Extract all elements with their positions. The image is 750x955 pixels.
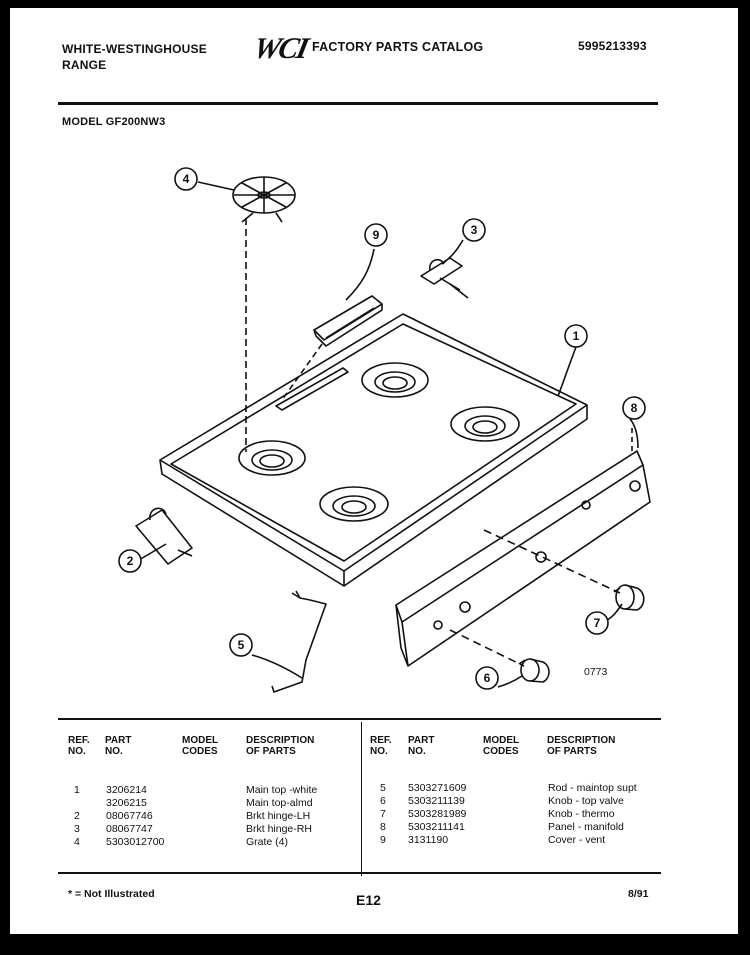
main-top-part: [160, 314, 587, 586]
parts-catalog-page: [10, 8, 738, 934]
manifold-panel-part: [396, 451, 650, 666]
part-cell: 5303281989: [408, 808, 467, 820]
model-number: MODEL GF200NW3: [62, 116, 166, 128]
ref-cell: 8: [380, 821, 386, 833]
desc-cell: Panel - manifold: [548, 821, 624, 833]
desc-cell: Knob - thermo: [548, 808, 615, 820]
part-cell: 5303271609: [408, 782, 467, 794]
drawing-code: 0773: [584, 666, 608, 678]
ref-cell: 2: [74, 810, 80, 822]
ref-cell: 9: [380, 834, 386, 846]
part-cell: 08067747: [106, 823, 153, 835]
revision-date: 8/91: [628, 888, 649, 900]
desc-cell: Rod - maintop supt: [548, 782, 637, 794]
table-bottom-rule: [58, 872, 661, 874]
desc-cell: Main top-almd: [246, 797, 313, 809]
desc-cell: Brkt hinge-RH: [246, 823, 312, 835]
desc-cell: Grate (4): [246, 836, 289, 848]
header-description: DESCRIPTION OF PARTS: [246, 735, 315, 757]
wci-logo: WCI: [250, 32, 310, 65]
callout-7: 7: [593, 616, 601, 630]
header-part-no-right: PART NO.: [408, 735, 435, 757]
callout-4: 4: [182, 172, 190, 186]
part-cell: 3131190: [408, 834, 449, 846]
ref-cell: 5: [380, 782, 386, 794]
callout-9: 9: [372, 228, 380, 242]
hinge-rh-part: [421, 258, 468, 298]
part-cell: 08067746: [106, 810, 153, 822]
table-top-rule: [58, 718, 661, 720]
callout-6: 6: [483, 671, 491, 685]
catalog-number: 5995213393: [578, 39, 647, 53]
brand-name: WHITE-WESTINGHOUSE: [62, 42, 207, 56]
callout-5: 5: [237, 638, 245, 652]
part-cell: 5303012700: [106, 836, 165, 848]
knob-thermo-part: [614, 585, 644, 610]
desc-cell: Main top -white: [246, 784, 318, 796]
vent-cover-part: [314, 296, 382, 346]
header-model-codes: MODEL CODES: [182, 735, 219, 757]
header-description-right: DESCRIPTION OF PARTS: [547, 735, 616, 757]
catalog-title: FACTORY PARTS CATALOG: [312, 40, 484, 54]
desc-cell: Cover - vent: [548, 834, 606, 846]
header-model-codes-right: MODEL CODES: [483, 735, 520, 757]
callout-2: 2: [126, 554, 134, 568]
desc-cell: Knob - top valve: [548, 795, 624, 807]
ref-cell: 1: [74, 784, 80, 796]
knob-top-valve-part: [519, 659, 549, 682]
ref-cell: 3: [74, 823, 80, 835]
callout-3: 3: [470, 223, 478, 237]
part-cell: 5303211141: [408, 821, 465, 833]
page-code: E12: [356, 892, 381, 908]
ref-cell: 7: [380, 808, 386, 820]
desc-cell: Brkt hinge-LH: [246, 810, 311, 822]
ref-cell: 4: [74, 836, 80, 848]
header-ref-no: REF. NO.: [68, 735, 90, 757]
part-cell: 3206214: [106, 784, 147, 796]
product-type: RANGE: [62, 58, 107, 72]
hinge-lh-part: [136, 508, 192, 564]
callout-8: 8: [630, 401, 638, 415]
table-column-divider: [361, 722, 362, 876]
part-cell: 5303211139: [408, 795, 465, 807]
callout-1: 1: [572, 329, 580, 343]
not-illustrated-note: * = Not Illustrated: [68, 888, 155, 900]
header-ref-no-right: REF. NO.: [370, 735, 392, 757]
grate-part: [233, 177, 295, 222]
part-cell: 3206215: [106, 797, 147, 809]
header-part-no: PART NO.: [105, 735, 132, 757]
ref-cell: 6: [380, 795, 386, 807]
